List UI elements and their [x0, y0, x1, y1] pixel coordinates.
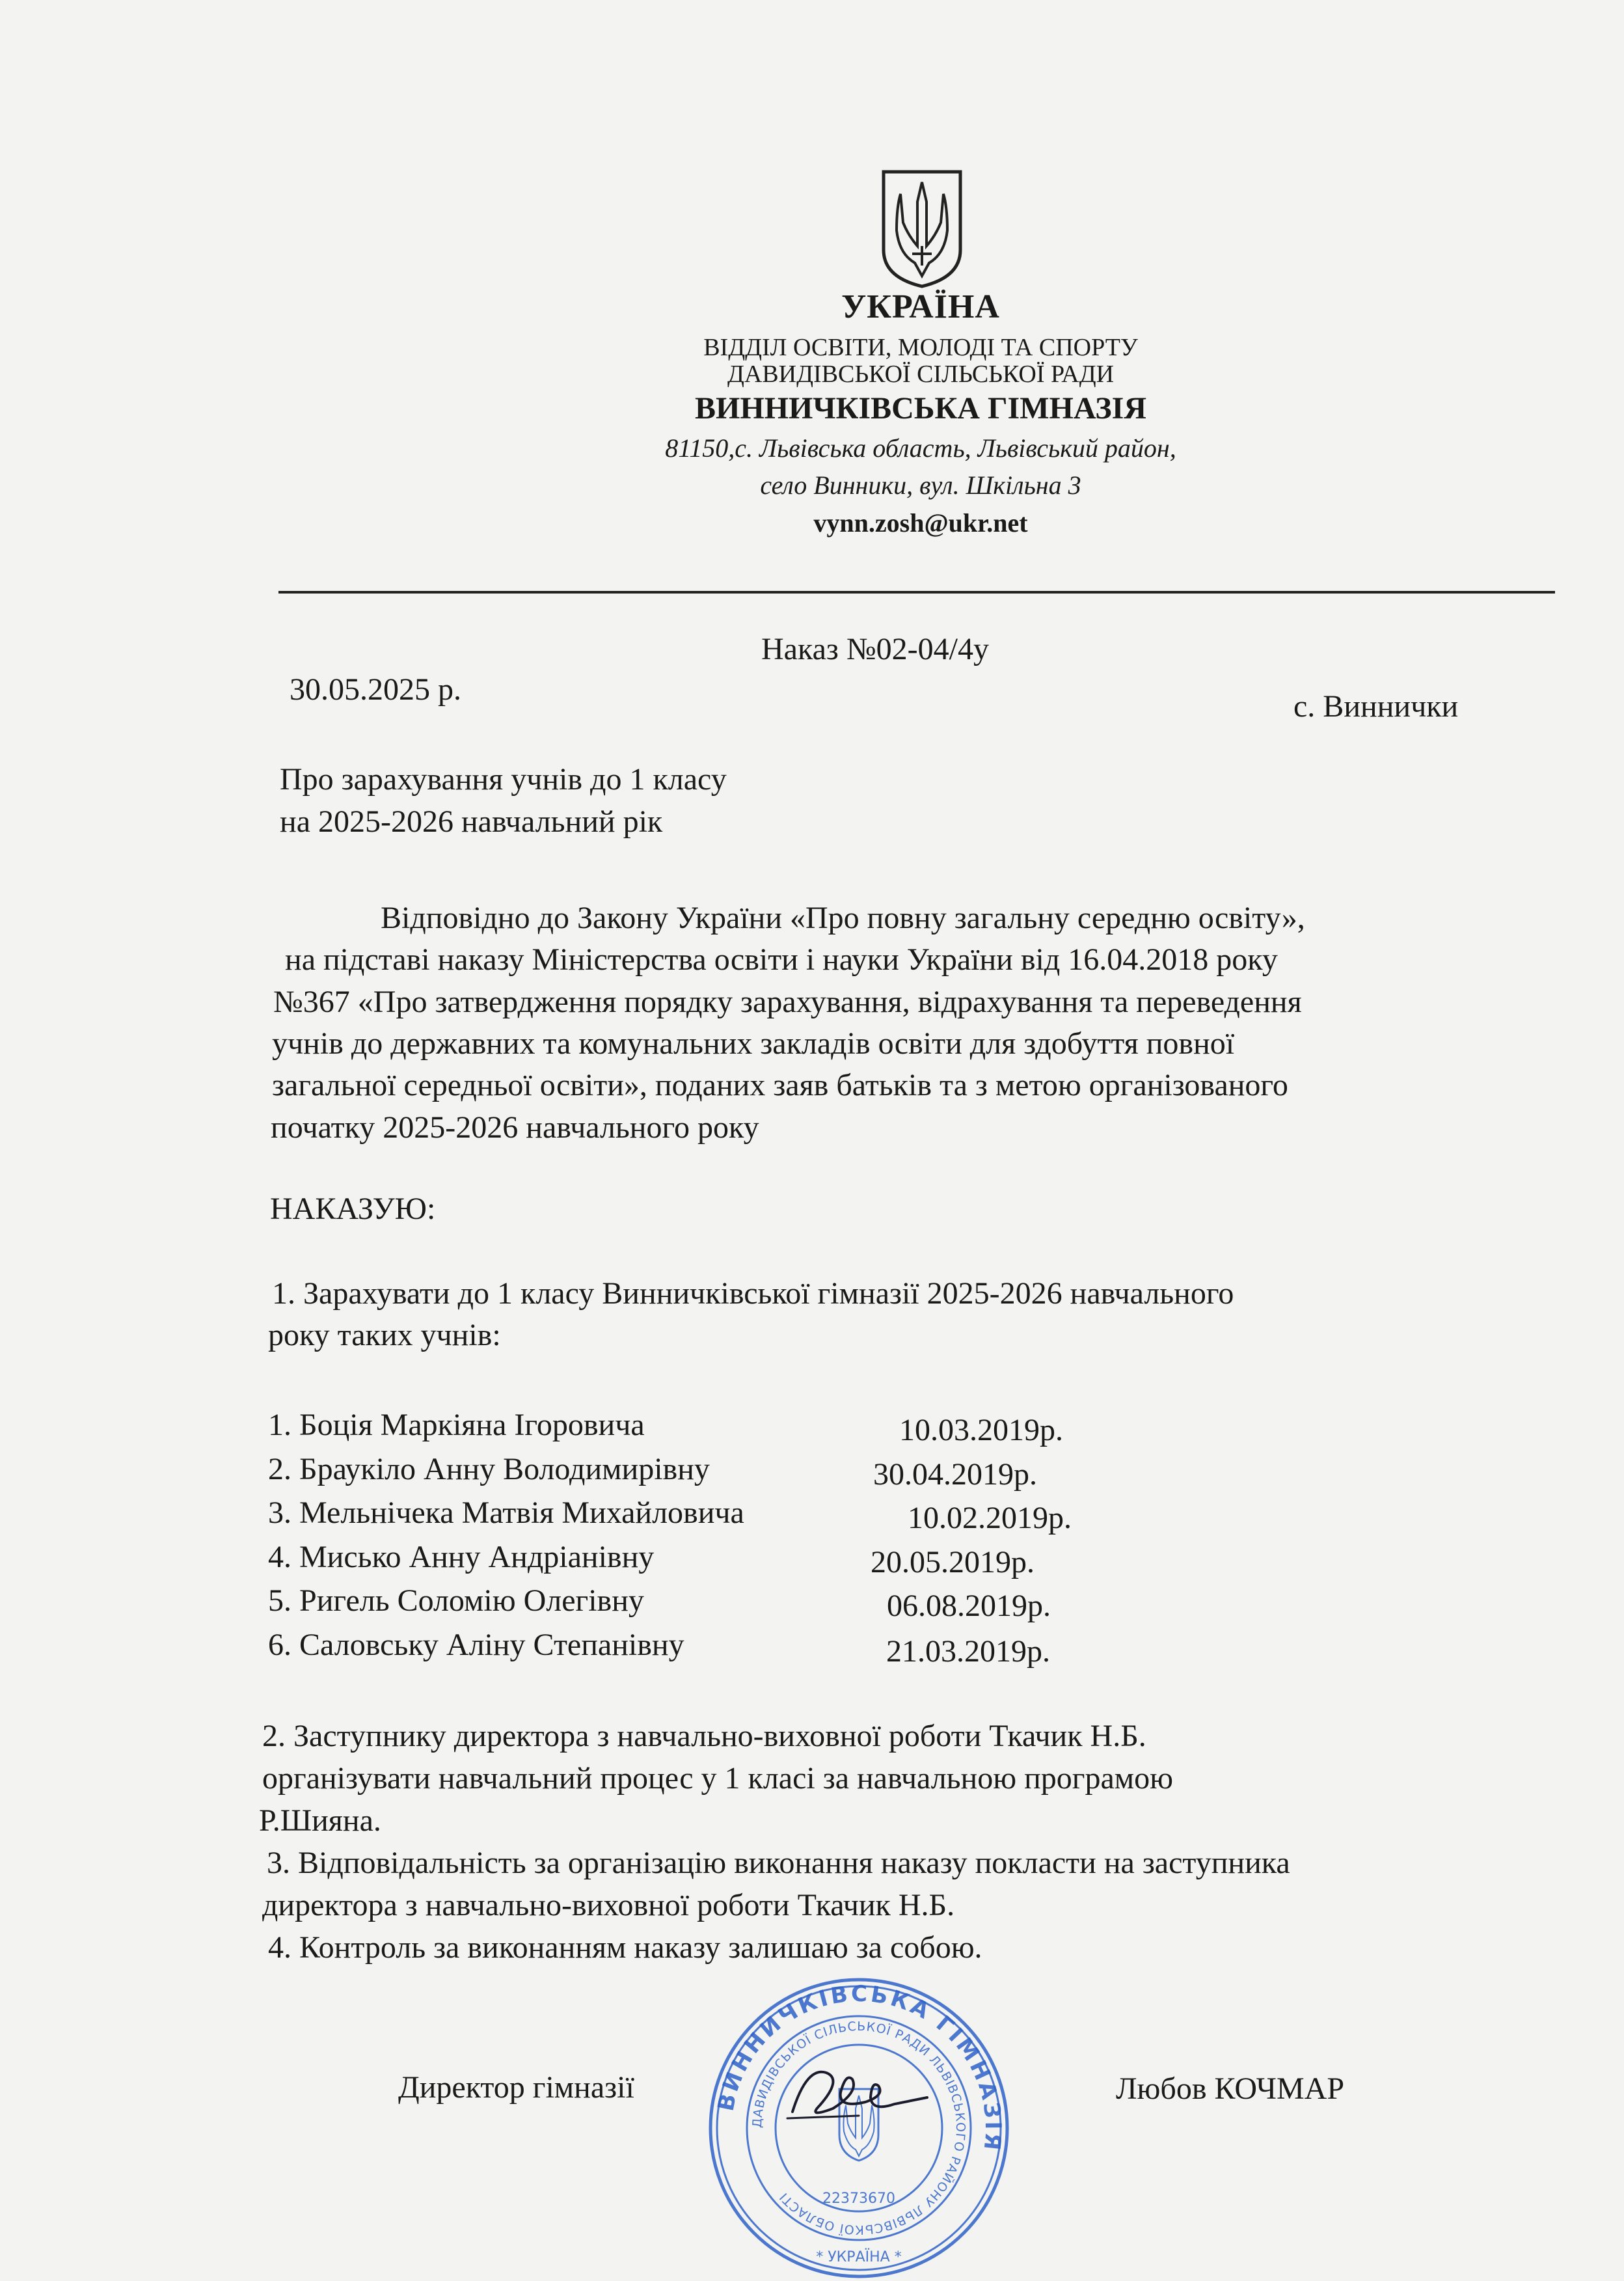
item-3-line: 3. Відповідальність за організацію виконання наказу покласти на заступника	[267, 1846, 1290, 1880]
preamble-line: Відповідно до Закону України «Про повну загальну середню освіту»,	[381, 901, 1305, 935]
school-email: vynn.zosh@ukr.net	[813, 508, 1028, 538]
preamble-line: №367 «Про затвердження порядку зарахування, відрахування та переведення	[273, 985, 1302, 1019]
student-birth-date: 06.08.2019р.	[887, 1589, 1051, 1623]
header-divider	[278, 591, 1555, 594]
student-name: 6. Саловську Аліну Степанівну	[268, 1628, 684, 1662]
department-line-2: ДАВИДІВСЬКОЇ СІЛЬСЬКОЇ РАДИ	[727, 361, 1115, 388]
item-2-line: Р.Шияна.	[259, 1803, 381, 1838]
preamble-line: загальної середньої освіти», поданих заяв батьків та з метою організованого	[272, 1068, 1288, 1102]
student-birth-date: 21.03.2019р.	[886, 1634, 1050, 1669]
signer-name: Любов КОЧМАР	[1116, 2071, 1345, 2106]
country-heading: УКРАЇНА	[841, 288, 1000, 325]
department-line-1: ВІДДІЛ ОСВІТИ, МОЛОДІ ТА СПОРТУ	[703, 334, 1138, 361]
svg-text:* УКРАЇНА *: * УКРАЇНА *	[816, 2249, 902, 2265]
handwritten-signature	[781, 2047, 937, 2138]
svg-text:ДАВИДІВСЬКОЇ СІЛЬСЬКОЇ РАДИ ЛЬ: ДАВИДІВСЬКОЇ СІЛЬСЬКОЇ РАДИ ЛЬВІВСЬКОГО РАЙОНУ ЛЬВІВСЬКОЇ ОБЛАСТІ	[750, 2019, 968, 2237]
signer-title: Директор гімназії	[398, 2070, 634, 2105]
svg-text:ВИННИЧКІВСЬКА ГІМНАЗІЯ: ВИННИЧКІВСЬКА ГІМНАЗІЯ	[712, 1980, 1007, 2154]
subject-line-2: на 2025-2026 навчальний рік	[280, 804, 663, 839]
svg-text:22373670: 22373670	[822, 2191, 895, 2207]
order-place: с. Виннички	[1293, 689, 1459, 724]
student-birth-date: 10.02.2019р.	[908, 1501, 1072, 1535]
order-number: Наказ №02-04/4у	[761, 632, 989, 666]
item-2-line: організувати навчальний процес у 1 класі за навчальною програмою	[262, 1761, 1173, 1796]
address-line-1: 81150,с. Львівська область, Львівський район,	[665, 433, 1176, 463]
subject-line-1: Про зарахування учнів до 1 класу	[280, 762, 727, 797]
coat-of-arms-icon	[880, 168, 964, 289]
item-3-line: директора з навчально-виховної роботи Ткачик Н.Б.	[262, 1888, 955, 1922]
student-name: 3. Мельнічека Матвія Михайловича	[268, 1496, 744, 1530]
student-birth-date: 20.05.2019р.	[871, 1545, 1035, 1579]
directive-heading: НАКАЗУЮ:	[270, 1192, 436, 1226]
school-name: ВИННИЧКІВСЬКА ГІМНАЗІЯ	[695, 391, 1146, 426]
preamble-line: початку 2025-2026 навчального року	[271, 1110, 759, 1145]
address-line-2: село Винники, вул. Шкільна 3	[760, 471, 1081, 500]
student-birth-date: 10.03.2019р.	[899, 1413, 1063, 1447]
student-name: 4. Мисько Анну Андріанівну	[268, 1540, 655, 1574]
student-birth-date: 30.04.2019р.	[873, 1457, 1037, 1492]
order-date: 30.05.2025 р.	[290, 672, 461, 707]
item-1-line-2: року таких учнів:	[268, 1318, 501, 1352]
student-name: 1. Боція Маркіяна Ігоровича	[268, 1408, 645, 1442]
student-name: 2. Браукіло Анну Володимирівну	[268, 1452, 710, 1486]
item-2-line: 2. Заступнику директора з навчально-виховної роботи Ткачик Н.Б.	[262, 1719, 1146, 1753]
item-4-line: 4. Контроль за виконанням наказу залишаю за собою.	[268, 1930, 982, 1965]
item-1-line-1: 1. Зарахувати до 1 класу Винничківської гімназії 2025-2026 навчального	[272, 1276, 1234, 1311]
preamble-line: на підставі наказу Міністерства освіти і науки України від 16.04.2018 року	[285, 942, 1278, 977]
student-name: 5. Ригель Соломію Олегівну	[268, 1583, 644, 1618]
preamble-line: учнів до державних та комунальних закладів освіти для здобуття повної	[272, 1026, 1235, 1061]
